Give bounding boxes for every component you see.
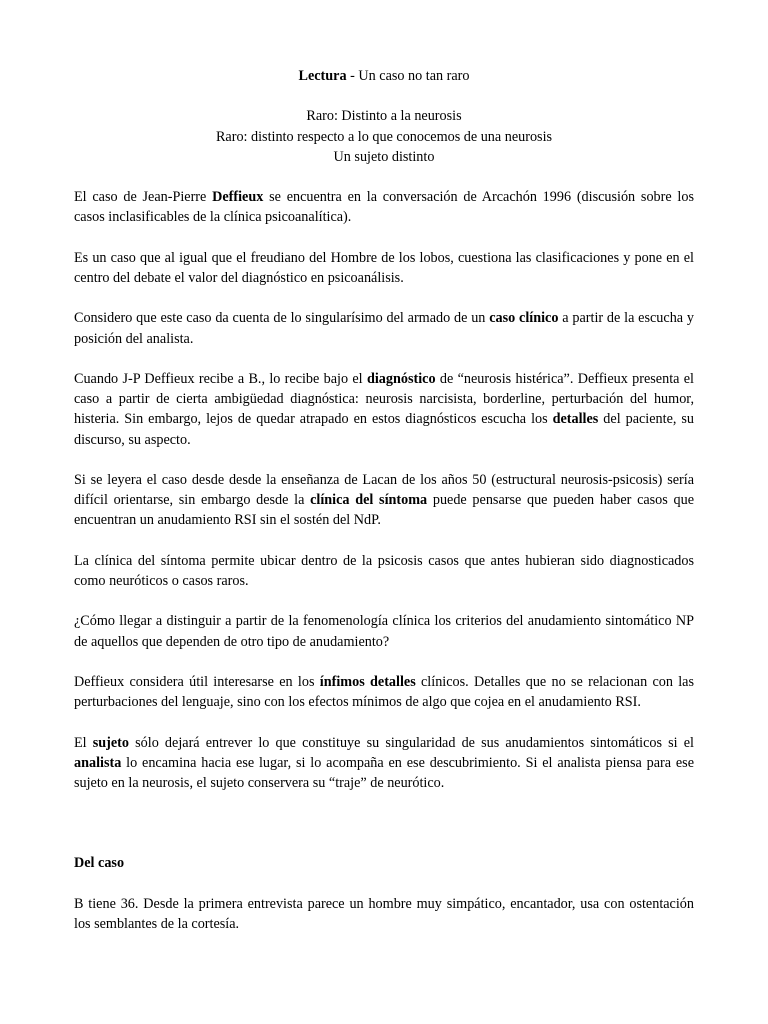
bold-text: detalles (552, 411, 599, 428)
text-run: sólo dejará entrever lo que constituye su singularidad de sus anudamientos sintomáticos si el (129, 734, 695, 751)
title-rest: - Un caso no tan raro (346, 68, 470, 84)
text-run: puede pensarse que pueden haber casos que encuentran un anudamiento RSI sin el sostén del NdP. (74, 492, 694, 529)
bold-text: sujeto (92, 734, 130, 751)
paragraph (74, 308, 694, 348)
text-run: del paciente, su discurso, su aspecto. (74, 411, 694, 448)
bold-text: caso clínico (489, 310, 559, 327)
subtitle-line: Raro: Distinto a la neurosis (306, 108, 462, 125)
text-run: lo encamina hacia ese lugar, si lo acompaña en ese descubrimiento. Si el analista piensa para ese sujeto en la neurosis, el sujeto conservera su “traje” de neurótico. (74, 754, 694, 791)
text-run: Si se leyera el caso desde desde la enseñanza de Lacan de los años 50 (estructural neurosis-psicosis) sería difícil orientarse, sin embargo desde la (74, 471, 694, 509)
subtitle-line: Raro: distinto respecto a lo que conocemos de una neurosis (215, 128, 553, 145)
bold-text: diagnóstico (366, 370, 436, 387)
text-run: clínicos. Detalles que no se relacionan con las perturbaciones del lenguaje, sino con los efectos mínimos de algo que cojea en el anudamiento RSI. (74, 673, 694, 711)
bold-text: ínfimos detalles (319, 673, 416, 690)
text-run: de “neurosis histérica”. Deffieux presenta el caso a partir de cierta ambigüedad diagnóstica: neurosis narcisista, borderline, perturbación del humor, histeria. Sin embargo, lejos de quedar atrapado en estos diagnósticos escucha los (74, 370, 694, 428)
bold-text: clínica del síntoma (310, 492, 428, 509)
document-page (74, 66, 694, 954)
paragraph: B tiene 36. Desde la primera entrevista parece un hombre muy simpático, encantador, usa con ostentación los semblantes de la cortesía. (74, 895, 694, 932)
subtitle-line: Un sujeto distinto (333, 148, 435, 165)
section-heading: Del caso (74, 855, 125, 872)
title-block (74, 66, 694, 86)
text-run: a partir de la escucha y posición del analista. (74, 310, 694, 347)
text-run: se encuentra en la conversación de Arcachón 1996 (discusión sobre los casos inclasificables de la clínica psicoanalítica). (74, 189, 694, 226)
title-bold: Lectura (298, 68, 347, 84)
text-run: Deffieux considera útil interesarse en los (74, 673, 320, 690)
paragraph: La clínica del síntoma permite ubicar dentro de la psicosis casos que antes hubieran sido diagnosticados como neuróticos o casos raros. (74, 552, 694, 589)
text-run: Considero que este caso da cuenta de lo singularísimo del armado de un (74, 310, 490, 327)
bold-text: Deffieux (212, 189, 264, 206)
paragraph: Es un caso que al igual que el freudiano del Hombre de los lobos, cuestiona las clasificaciones y pone en el centro del debate el valor del diagnóstico en psicoanálisis. (74, 249, 694, 286)
paragraph (74, 369, 694, 450)
text-run: El caso de Jean-Pierre (74, 189, 213, 206)
paragraph (74, 470, 694, 531)
paragraph (74, 187, 694, 227)
paragraph (74, 672, 694, 712)
subtitle-block (74, 106, 694, 167)
text-run: Cuando J-P Deffieux recibe a B., lo recibe bajo el (74, 370, 367, 387)
paragraph: ¿Cómo llegar a distinguir a partir de la fenomenología clínica los criterios del anudamiento sintomático NP de aquellos que dependen de otro tipo de anudamiento? (74, 613, 694, 650)
paragraph (74, 733, 694, 794)
document-title (74, 66, 694, 86)
bold-text: analista (74, 754, 122, 771)
text-run: El (74, 734, 93, 751)
